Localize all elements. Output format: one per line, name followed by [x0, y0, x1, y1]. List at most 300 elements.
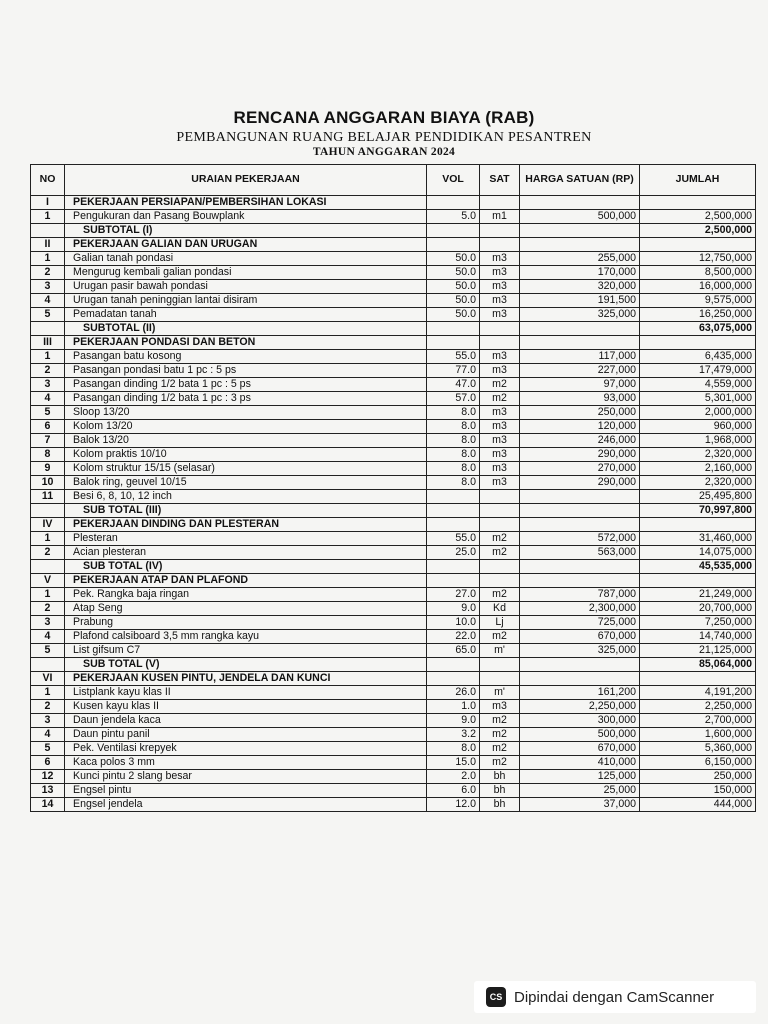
cell-harga: 2,250,000	[520, 700, 640, 714]
header-sat: SAT	[480, 165, 520, 196]
cell-no: 3	[31, 616, 65, 630]
cell-uraian: Besi 6, 8, 10, 12 inch	[65, 490, 427, 504]
cell-jumlah	[640, 672, 756, 686]
cell-harga	[520, 560, 640, 574]
cell-vol: 3.2	[427, 728, 480, 742]
cell-vol: 8.0	[427, 476, 480, 490]
table-row	[31, 210, 756, 224]
cell-harga	[520, 658, 640, 672]
table-row	[31, 714, 756, 728]
cell-jumlah: 1,968,000	[640, 434, 756, 448]
cell-vol: 2.0	[427, 770, 480, 784]
cell-uraian: Atap Seng	[65, 602, 427, 616]
cell-harga: 191,500	[520, 294, 640, 308]
cell-harga	[520, 336, 640, 350]
cell-harga: 325,000	[520, 644, 640, 658]
cell-jumlah: 16,250,000	[640, 308, 756, 322]
cell-harga: 670,000	[520, 742, 640, 756]
budget-year: TAHUN ANGGARAN 2024	[312, 146, 456, 158]
table-row	[31, 266, 756, 280]
cell-jumlah: 31,460,000	[640, 532, 756, 546]
section-row	[31, 672, 756, 686]
cell-vol	[427, 336, 480, 350]
cell-no: 2	[31, 546, 65, 560]
header-no: NO	[31, 165, 65, 196]
cell-no: 7	[31, 434, 65, 448]
cell-uraian: PEKERJAAN GALIAN DAN URUGAN	[65, 238, 427, 252]
cell-no: 1	[31, 686, 65, 700]
cell-sat: m3	[480, 294, 520, 308]
cell-uraian: Kaca polos 3 mm	[65, 756, 427, 770]
cell-jumlah	[640, 196, 756, 210]
cell-jumlah: 45,535,000	[640, 560, 756, 574]
cell-sat	[480, 196, 520, 210]
cell-vol: 50.0	[427, 280, 480, 294]
subtotal-row	[31, 224, 756, 238]
table-row	[31, 392, 756, 406]
cell-uraian: Mengurug kembali galian pondasi	[65, 266, 427, 280]
cell-jumlah: 17,479,000	[640, 364, 756, 378]
cell-harga	[520, 574, 640, 588]
cell-uraian: PEKERJAAN DINDING DAN PLESTERAN	[65, 518, 427, 532]
cell-harga	[520, 238, 640, 252]
cell-jumlah: 25,495,800	[640, 490, 756, 504]
cell-harga	[520, 224, 640, 238]
cell-uraian: Balok 13/20	[65, 434, 427, 448]
table-row	[31, 798, 756, 812]
cell-vol: 8.0	[427, 406, 480, 420]
cell-sat	[480, 504, 520, 518]
header-vol: VOL	[427, 165, 480, 196]
cell-uraian: PEKERJAAN PERSIAPAN/PEMBERSIHAN LOKASI	[65, 196, 427, 210]
cell-jumlah	[640, 574, 756, 588]
cell-harga: 270,000	[520, 462, 640, 476]
cell-uraian: Sloop 13/20	[65, 406, 427, 420]
table-row	[31, 546, 756, 560]
table-row	[31, 602, 756, 616]
cell-vol: 8.0	[427, 462, 480, 476]
cell-vol: 9.0	[427, 602, 480, 616]
cell-vol: 8.0	[427, 742, 480, 756]
cell-harga: 787,000	[520, 588, 640, 602]
table-row	[31, 406, 756, 420]
cell-harga: 117,000	[520, 350, 640, 364]
camscanner-logo-icon: CS	[486, 987, 506, 1007]
cell-harga: 290,000	[520, 476, 640, 490]
cell-no: 13	[31, 784, 65, 798]
cell-harga: 25,000	[520, 784, 640, 798]
cell-vol: 10.0	[427, 616, 480, 630]
cell-jumlah: 4,191,200	[640, 686, 756, 700]
cell-harga: 125,000	[520, 770, 640, 784]
cell-vol	[427, 518, 480, 532]
cell-vol	[427, 490, 480, 504]
table-row	[31, 434, 756, 448]
cell-sat: Kd	[480, 602, 520, 616]
table-row	[31, 280, 756, 294]
cell-sat: bh	[480, 784, 520, 798]
cell-vol	[427, 322, 480, 336]
cell-jumlah: 12,750,000	[640, 252, 756, 266]
section-row	[31, 518, 756, 532]
cell-sat	[480, 238, 520, 252]
section-row	[31, 336, 756, 350]
cell-harga: 250,000	[520, 406, 640, 420]
subtotal-row	[31, 322, 756, 336]
cell-vol	[427, 574, 480, 588]
table-row	[31, 448, 756, 462]
cell-no: 1	[31, 350, 65, 364]
cell-vol: 50.0	[427, 266, 480, 280]
cell-uraian: Pasangan dinding 1/2 bata 1 pc : 5 ps	[65, 378, 427, 392]
cell-sat: m1	[480, 210, 520, 224]
cell-jumlah: 70,997,800	[640, 504, 756, 518]
cell-sat: m3	[480, 420, 520, 434]
cell-jumlah: 20,700,000	[640, 602, 756, 616]
document-subtitle: PEMBANGUNAN RUANG BELAJAR PENDIDIKAN PESANTREN	[176, 130, 592, 145]
cell-no	[31, 658, 65, 672]
cell-jumlah: 16,000,000	[640, 280, 756, 294]
cell-no: 10	[31, 476, 65, 490]
cell-vol: 15.0	[427, 756, 480, 770]
cell-sat	[480, 490, 520, 504]
cell-uraian: Prabung	[65, 616, 427, 630]
cell-uraian: Daun pintu panil	[65, 728, 427, 742]
table-row	[31, 462, 756, 476]
cell-no: 2	[31, 266, 65, 280]
table-header-row	[31, 165, 756, 196]
cell-no	[31, 504, 65, 518]
header-uraian: URAIAN PEKERJAAN	[65, 165, 427, 196]
cell-jumlah: 14,075,000	[640, 546, 756, 560]
cell-harga: 320,000	[520, 280, 640, 294]
cell-no: V	[31, 574, 65, 588]
cell-vol: 50.0	[427, 252, 480, 266]
document-title: RENCANA ANGGARAN BIAYA (RAB)	[233, 108, 535, 127]
cell-jumlah: 7,250,000	[640, 616, 756, 630]
cell-vol: 22.0	[427, 630, 480, 644]
cell-sat: m2	[480, 728, 520, 742]
cell-sat: m3	[480, 280, 520, 294]
cell-vol: 65.0	[427, 644, 480, 658]
cell-jumlah	[640, 336, 756, 350]
cell-sat	[480, 518, 520, 532]
cell-jumlah: 2,000,000	[640, 406, 756, 420]
cell-vol: 6.0	[427, 784, 480, 798]
cell-no: 9	[31, 462, 65, 476]
cell-jumlah: 1,600,000	[640, 728, 756, 742]
cell-harga: 572,000	[520, 532, 640, 546]
cell-uraian: Listplank kayu klas II	[65, 686, 427, 700]
cell-no: 5	[31, 644, 65, 658]
table-row	[31, 756, 756, 770]
cell-sat	[480, 672, 520, 686]
cell-jumlah: 2,700,000	[640, 714, 756, 728]
cell-vol	[427, 196, 480, 210]
cell-uraian: PEKERJAAN ATAP DAN PLAFOND	[65, 574, 427, 588]
cell-uraian: Pek. Ventilasi krepyek	[65, 742, 427, 756]
cell-no	[31, 224, 65, 238]
cell-harga: 563,000	[520, 546, 640, 560]
table-row	[31, 686, 756, 700]
table-row	[31, 308, 756, 322]
cell-uraian: Plesteran	[65, 532, 427, 546]
table-row	[31, 490, 756, 504]
cell-sat: m'	[480, 644, 520, 658]
cell-uraian: Daun jendela kaca	[65, 714, 427, 728]
cell-no: 1	[31, 588, 65, 602]
cell-sat: m3	[480, 266, 520, 280]
cell-sat: m2	[480, 742, 520, 756]
cell-no: 1	[31, 210, 65, 224]
cell-jumlah: 21,125,000	[640, 644, 756, 658]
cell-vol: 25.0	[427, 546, 480, 560]
cell-no: 2	[31, 364, 65, 378]
cell-no: 5	[31, 406, 65, 420]
cell-harga	[520, 322, 640, 336]
cell-jumlah: 444,000	[640, 798, 756, 812]
cell-vol: 1.0	[427, 700, 480, 714]
cell-sat: m2	[480, 630, 520, 644]
cell-uraian: Pek. Rangka baja ringan	[65, 588, 427, 602]
cell-jumlah: 6,150,000	[640, 756, 756, 770]
cell-uraian: SUBTOTAL (I)	[65, 224, 427, 238]
cell-sat: m3	[480, 448, 520, 462]
subtotal-row	[31, 504, 756, 518]
cell-no: 6	[31, 420, 65, 434]
cell-jumlah: 150,000	[640, 784, 756, 798]
cell-sat	[480, 574, 520, 588]
table-row	[31, 476, 756, 490]
cell-uraian: Urugan pasir bawah pondasi	[65, 280, 427, 294]
cell-harga: 97,000	[520, 378, 640, 392]
camscanner-label: Dipindai dengan CamScanner	[514, 988, 715, 1006]
cell-vol: 27.0	[427, 588, 480, 602]
cell-jumlah: 2,500,000	[640, 224, 756, 238]
cell-harga	[520, 490, 640, 504]
cell-harga	[520, 196, 640, 210]
cell-no: I	[31, 196, 65, 210]
cell-uraian: SUB TOTAL (III)	[65, 504, 427, 518]
cell-jumlah: 5,301,000	[640, 392, 756, 406]
cell-no: 4	[31, 728, 65, 742]
cell-uraian: SUBTOTAL (II)	[65, 322, 427, 336]
cell-vol	[427, 658, 480, 672]
cell-no: 3	[31, 280, 65, 294]
cell-sat: bh	[480, 770, 520, 784]
cell-uraian: Plafond calsiboard 3,5 mm rangka kayu	[65, 630, 427, 644]
table-row	[31, 630, 756, 644]
cell-no: 12	[31, 770, 65, 784]
cell-no: III	[31, 336, 65, 350]
cell-vol: 8.0	[427, 434, 480, 448]
cell-harga	[520, 518, 640, 532]
cell-no: II	[31, 238, 65, 252]
table-row	[31, 588, 756, 602]
cell-uraian: Kolom 13/20	[65, 420, 427, 434]
section-row	[31, 574, 756, 588]
cell-uraian: Pasangan batu kosong	[65, 350, 427, 364]
cell-vol: 47.0	[427, 378, 480, 392]
cell-vol: 55.0	[427, 350, 480, 364]
cell-uraian: Pengukuran dan Pasang Bouwplank	[65, 210, 427, 224]
cell-jumlah: 63,075,000	[640, 322, 756, 336]
cell-sat	[480, 658, 520, 672]
cell-harga: 170,000	[520, 266, 640, 280]
subtotal-row	[31, 658, 756, 672]
cell-vol: 57.0	[427, 392, 480, 406]
cell-sat: m3	[480, 364, 520, 378]
cell-harga	[520, 672, 640, 686]
cell-sat: m3	[480, 252, 520, 266]
cell-sat: m2	[480, 588, 520, 602]
cell-vol	[427, 238, 480, 252]
cell-no	[31, 560, 65, 574]
cell-no: 1	[31, 532, 65, 546]
cell-no: VI	[31, 672, 65, 686]
cell-sat: m3	[480, 406, 520, 420]
camscanner-watermark	[474, 981, 756, 1013]
cell-sat: m2	[480, 532, 520, 546]
cell-sat: m'	[480, 686, 520, 700]
cell-uraian: Balok ring, geuvel 10/15	[65, 476, 427, 490]
cell-no: 11	[31, 490, 65, 504]
cell-jumlah: 4,559,000	[640, 378, 756, 392]
cell-no: 6	[31, 756, 65, 770]
cell-sat: m3	[480, 462, 520, 476]
cell-sat: bh	[480, 798, 520, 812]
table-row	[31, 378, 756, 392]
cell-uraian: SUB TOTAL (V)	[65, 658, 427, 672]
cell-vol: 8.0	[427, 420, 480, 434]
cell-vol: 9.0	[427, 714, 480, 728]
cell-harga: 120,000	[520, 420, 640, 434]
section-row	[31, 196, 756, 210]
cell-sat: m3	[480, 700, 520, 714]
cell-sat: m2	[480, 714, 520, 728]
cell-uraian: Pasangan dinding 1/2 bata 1 pc : 3 ps	[65, 392, 427, 406]
cell-jumlah: 9,575,000	[640, 294, 756, 308]
section-row	[31, 238, 756, 252]
cell-vol: 8.0	[427, 448, 480, 462]
cell-no: 2	[31, 700, 65, 714]
header-harga: HARGA SATUAN (RP)	[520, 165, 640, 196]
cell-uraian: Kolom struktur 15/15 (selasar)	[65, 462, 427, 476]
rab-table	[30, 164, 756, 812]
cell-uraian: Galian tanah pondasi	[65, 252, 427, 266]
cell-sat	[480, 224, 520, 238]
cell-vol: 50.0	[427, 294, 480, 308]
cell-uraian: Pasangan pondasi batu 1 pc : 5 ps	[65, 364, 427, 378]
cell-jumlah: 6,435,000	[640, 350, 756, 364]
table-row	[31, 700, 756, 714]
cell-harga: 725,000	[520, 616, 640, 630]
table-row	[31, 294, 756, 308]
cell-no: 1	[31, 252, 65, 266]
subtotal-row	[31, 560, 756, 574]
cell-vol: 55.0	[427, 532, 480, 546]
cell-vol: 77.0	[427, 364, 480, 378]
cell-jumlah: 2,320,000	[640, 448, 756, 462]
table-row	[31, 784, 756, 798]
cell-vol	[427, 672, 480, 686]
cell-harga: 290,000	[520, 448, 640, 462]
cell-sat	[480, 322, 520, 336]
cell-jumlah: 250,000	[640, 770, 756, 784]
cell-jumlah	[640, 518, 756, 532]
table-row	[31, 728, 756, 742]
cell-jumlah: 2,250,000	[640, 700, 756, 714]
cell-harga: 670,000	[520, 630, 640, 644]
cell-sat: m3	[480, 308, 520, 322]
table-row	[31, 616, 756, 630]
cell-harga: 325,000	[520, 308, 640, 322]
cell-no: 5	[31, 742, 65, 756]
cell-sat: m3	[480, 476, 520, 490]
table-row	[31, 350, 756, 364]
cell-uraian: Engsel pintu	[65, 784, 427, 798]
cell-no	[31, 322, 65, 336]
cell-uraian: Pemadatan tanah	[65, 308, 427, 322]
cell-no: 4	[31, 630, 65, 644]
table-row	[31, 252, 756, 266]
cell-uraian: Acian plesteran	[65, 546, 427, 560]
cell-jumlah: 85,064,000	[640, 658, 756, 672]
cell-harga: 93,000	[520, 392, 640, 406]
cell-uraian: Engsel jendela	[65, 798, 427, 812]
cell-harga: 2,300,000	[520, 602, 640, 616]
cell-sat: m3	[480, 434, 520, 448]
table-row	[31, 420, 756, 434]
cell-no: IV	[31, 518, 65, 532]
cell-no: 4	[31, 294, 65, 308]
cell-vol	[427, 560, 480, 574]
cell-vol	[427, 224, 480, 238]
cell-harga: 500,000	[520, 728, 640, 742]
cell-jumlah: 2,320,000	[640, 476, 756, 490]
cell-uraian: Urugan tanah peninggian lantai disiram	[65, 294, 427, 308]
cell-no: 4	[31, 392, 65, 406]
cell-sat: Lj	[480, 616, 520, 630]
cell-harga: 410,000	[520, 756, 640, 770]
cell-vol: 50.0	[427, 308, 480, 322]
cell-harga	[520, 504, 640, 518]
cell-harga: 500,000	[520, 210, 640, 224]
cell-sat	[480, 336, 520, 350]
cell-jumlah: 21,249,000	[640, 588, 756, 602]
cell-no: 14	[31, 798, 65, 812]
cell-harga: 300,000	[520, 714, 640, 728]
cell-harga: 37,000	[520, 798, 640, 812]
cell-harga: 161,200	[520, 686, 640, 700]
cell-uraian: SUB TOTAL (IV)	[65, 560, 427, 574]
cell-sat: m2	[480, 392, 520, 406]
cell-harga: 255,000	[520, 252, 640, 266]
cell-jumlah: 8,500,000	[640, 266, 756, 280]
cell-jumlah	[640, 238, 756, 252]
cell-uraian: PEKERJAAN PONDASI DAN BETON	[65, 336, 427, 350]
cell-no: 2	[31, 602, 65, 616]
table-row	[31, 364, 756, 378]
cell-jumlah: 2,500,000	[640, 210, 756, 224]
cell-sat	[480, 560, 520, 574]
cell-jumlah: 5,360,000	[640, 742, 756, 756]
rab-table-body	[31, 196, 756, 812]
cell-vol: 5.0	[427, 210, 480, 224]
cell-sat: m2	[480, 378, 520, 392]
cell-jumlah: 2,160,000	[640, 462, 756, 476]
cell-uraian: List gifsum C7	[65, 644, 427, 658]
